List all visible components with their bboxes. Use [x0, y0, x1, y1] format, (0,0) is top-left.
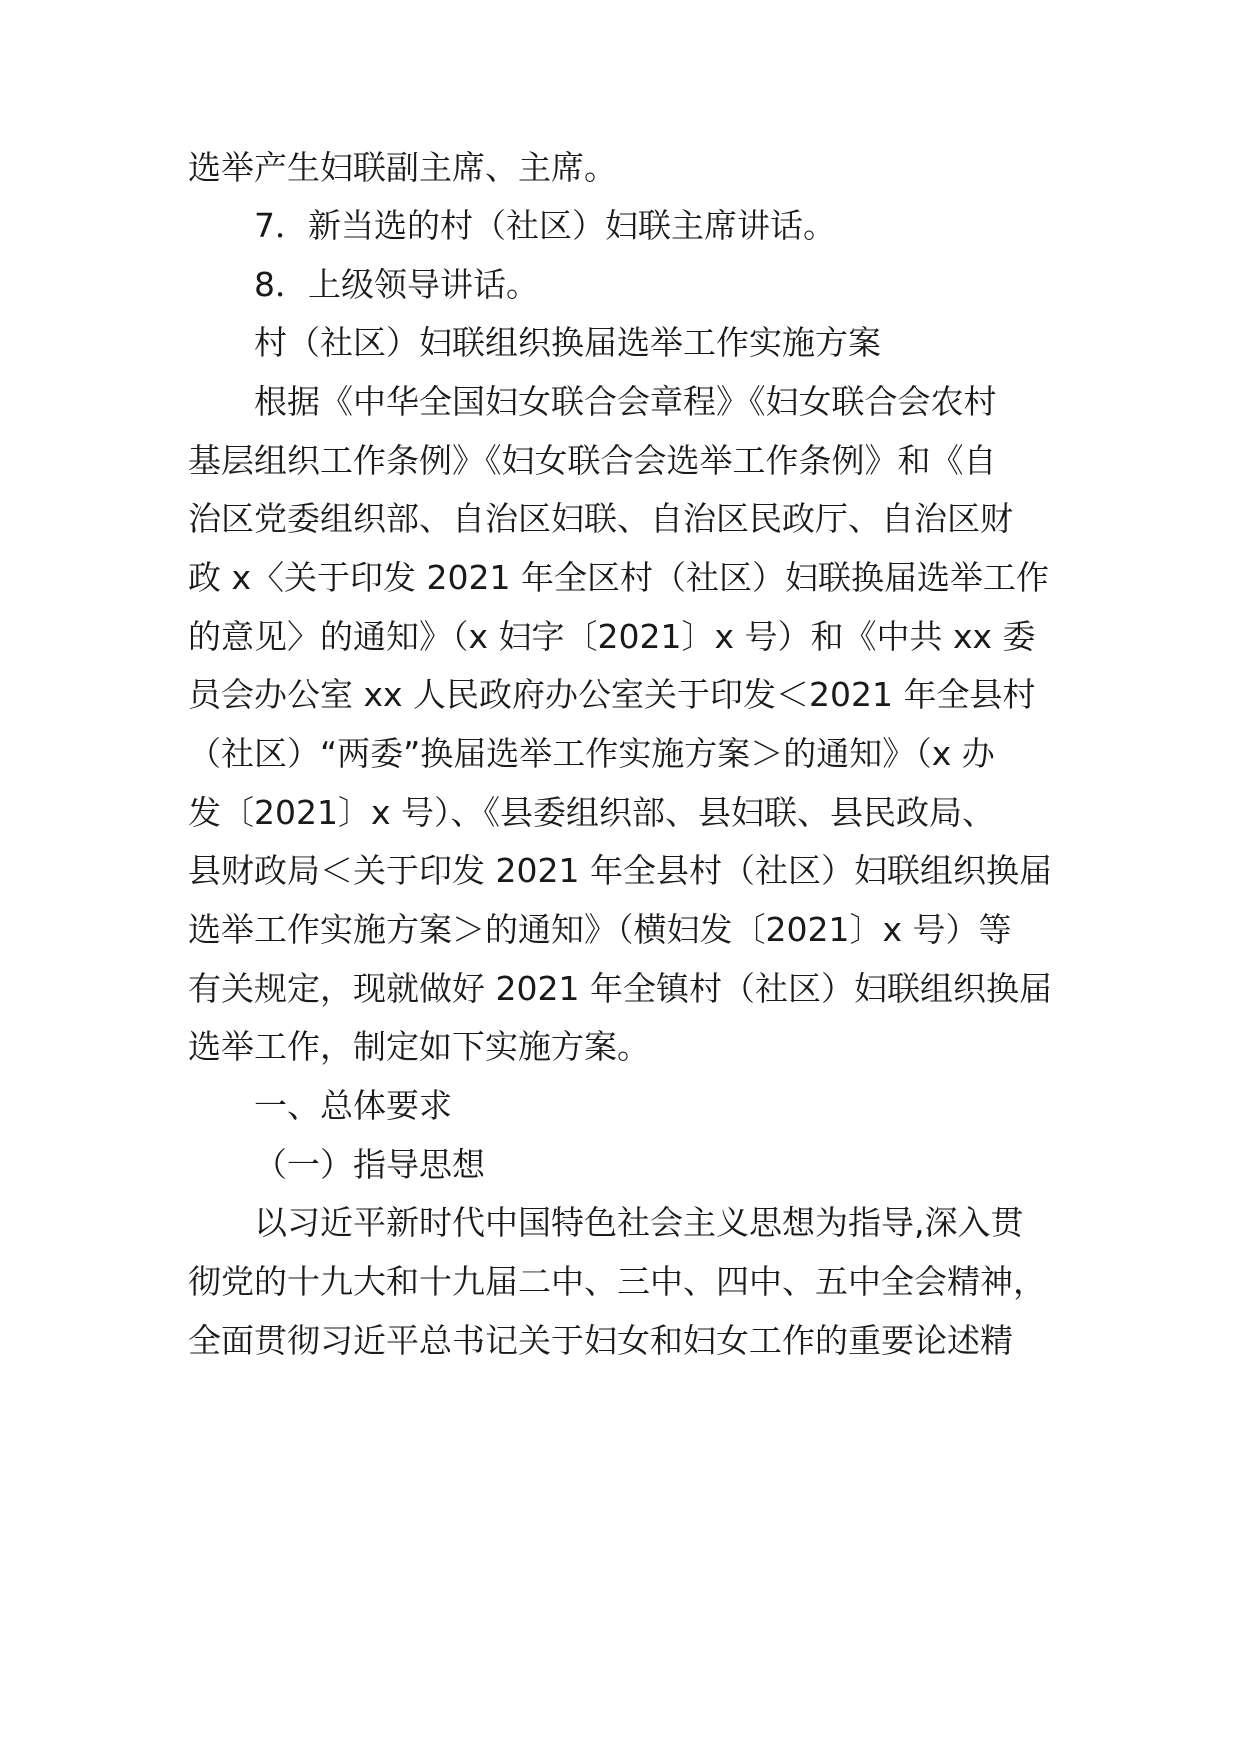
paragraph-line: 员会办公室 xx 人民政府办公室关于印发＜2021 年全县村: [188, 675, 1036, 714]
paragraph-line: （社区）“两委”换届选举工作实施方案＞的通知》（x 办: [188, 734, 995, 773]
paragraph-line: 选举工作，制定如下实施方案。: [188, 1027, 650, 1066]
body-text-line: 选举产生妇联副主席、主席。: [188, 148, 617, 187]
paragraph-line: 发〔2021〕x 号）、《县委组织部、县妇联、县民政局、: [188, 793, 996, 832]
paragraph-line: 以习近平新时代中国特色社会主义思想为指导,深入贯: [254, 1203, 1024, 1242]
paragraph-line: 有关规定，现就做好 2021 年全镇村（社区）妇联组织换届: [188, 969, 1052, 1008]
paragraph-line: 政 x〈关于印发 2021 年全区村（社区）妇联换届选举工作: [188, 558, 1049, 597]
paragraph-line: 全面贯彻习近平总书记关于妇女和妇女工作的重要论述精: [188, 1321, 1013, 1360]
heading-level-2: （一）指导思想: [254, 1145, 485, 1184]
heading-level-1: 一、总体要求: [254, 1086, 452, 1125]
paragraph-line: 的意见〉的通知》（x 妇字〔2021〕x 号）和《中共 xx 委: [188, 617, 1036, 656]
paragraph-line: 选举工作实施方案＞的通知》（横妇发〔2021〕x 号）等: [188, 910, 1012, 949]
list-item-7: 7．新当选的村（社区）妇联主席讲话。: [254, 206, 836, 245]
paragraph-line: 基层组织工作条例》《妇女联合会选举工作条例》和《自: [188, 441, 997, 480]
paragraph-line: 治区党委组织部、自治区妇联、自治区民政厅、自治区财: [188, 499, 1013, 538]
paragraph-line: 根据《中华全国妇女联合会章程》《妇女联合会农村: [254, 382, 997, 421]
list-item-8: 8．上级领导讲话。: [254, 265, 539, 304]
paragraph-line: 彻党的十九大和十九届二中、三中、四中、五中全会精神，: [188, 1262, 1046, 1301]
section-title: 村（社区）妇联组织换届选举工作实施方案: [254, 323, 881, 362]
paragraph-line: 县财政局＜关于印发 2021 年全县村（社区）妇联组织换届: [188, 851, 1052, 890]
